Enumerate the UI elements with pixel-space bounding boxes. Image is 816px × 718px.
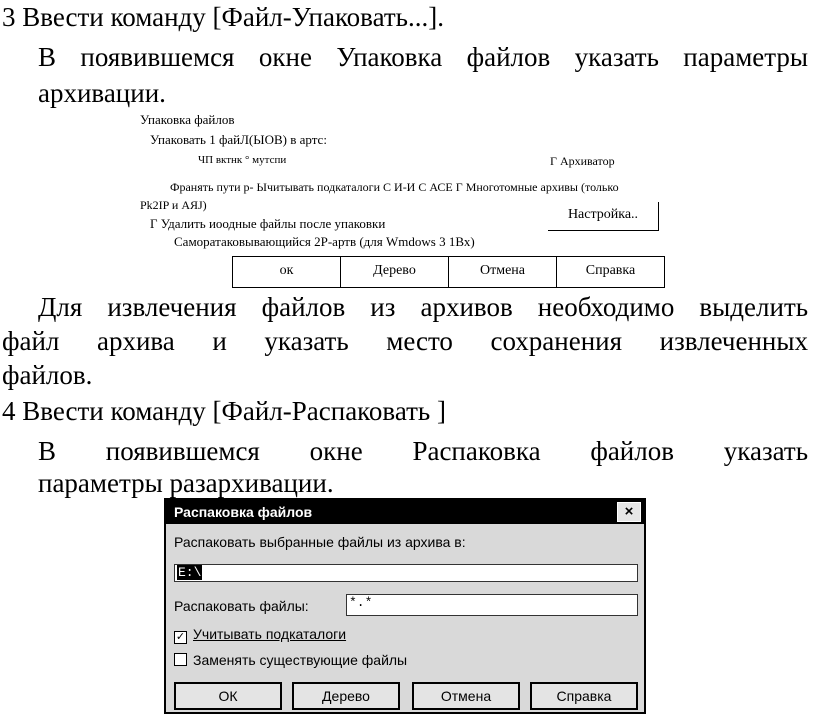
- pack-tree-button: Дерево: [341, 257, 449, 287]
- word: из: [370, 292, 396, 322]
- options-line2: Pk2IP и АЯJ): [140, 198, 207, 212]
- unpack-dialog-titlebar[interactable]: [166, 500, 644, 524]
- extract-path-value: E:\: [178, 565, 202, 580]
- files-mask-input[interactable]: [346, 594, 638, 616]
- word: указать: [574, 42, 659, 72]
- pack-ok-button: ок: [233, 257, 341, 287]
- pack-help-button: Справка: [557, 257, 665, 287]
- checkbox-replace[interactable]: [174, 652, 407, 668]
- word: файлов: [261, 292, 346, 322]
- word: и: [212, 326, 227, 356]
- archive-name: ЧП вктнк ° мутспи: [198, 154, 287, 166]
- word: окне: [309, 436, 363, 466]
- checkbox-replace-label: Заменять существующие файлы: [193, 652, 408, 668]
- pack-cancel-button: Отмена: [449, 257, 557, 287]
- extract-path-input[interactable]: [174, 564, 638, 582]
- delete-option: Г Удалить иоодные файлы после упаковки: [150, 216, 386, 231]
- word: место: [386, 326, 453, 356]
- unpack-dialog-title: Распаковка файлов: [174, 504, 313, 520]
- para3-line1: [38, 434, 808, 468]
- setup-button: Настройка..: [548, 202, 659, 231]
- para2-line3: файлов.: [2, 360, 93, 390]
- step3-text: 3 Ввести команду [Файл-Упаковать...].: [2, 2, 444, 32]
- extract-label: Распаковать выбранные файлы из архива в:: [174, 534, 466, 550]
- archiver-option: Г Архиватор: [550, 154, 615, 168]
- word: архивов: [420, 292, 513, 322]
- word: В: [38, 436, 57, 466]
- word: Распаковка: [412, 436, 541, 466]
- close-icon[interactable]: ×: [617, 502, 641, 522]
- para3-line2: параметры разархивации.: [38, 468, 334, 498]
- tree-button[interactable]: Дерево: [292, 682, 400, 710]
- para1-line2: архивации.: [38, 78, 166, 108]
- ok-button[interactable]: ОК: [174, 682, 282, 710]
- unpack-dialog: [164, 498, 646, 714]
- word: указать: [264, 326, 349, 356]
- word: извлечения: [107, 292, 237, 322]
- word: файлов: [466, 42, 551, 72]
- word: параметры: [683, 42, 809, 72]
- word: архива: [96, 326, 175, 356]
- files-label: Распаковать файлы:: [174, 598, 309, 614]
- word: указать: [723, 436, 809, 466]
- cancel-button[interactable]: Отмена: [412, 682, 520, 710]
- pack-dialog-title: Упаковка файлов: [140, 112, 235, 127]
- word: В: [38, 42, 57, 72]
- word: Для: [38, 292, 83, 322]
- word: окне: [258, 42, 312, 72]
- word: появившемся: [105, 436, 260, 466]
- pack-label: Упаковать 1 файЛ(ЫОВ) в артс:: [150, 132, 327, 147]
- word: файлов: [590, 436, 674, 466]
- word: появившемся: [80, 42, 235, 72]
- checkbox-subdirs-label: Учитывать подкаталоги: [193, 626, 347, 642]
- sfx-option: Самоpатаковывающийся 2Р-артв (для Wmdows 3 1Вх): [174, 234, 475, 249]
- word: Упаковка: [336, 42, 443, 72]
- pack-dialog-figure: [138, 110, 668, 290]
- word: файл: [2, 326, 60, 356]
- para1-line1: [38, 40, 808, 74]
- files-mask-value: *.*: [349, 595, 373, 610]
- step4-text: 4 Ввести команду [Файл-Распаковать ]: [2, 396, 446, 426]
- checkbox-subdirs[interactable]: [174, 626, 346, 644]
- pack-button-row: [232, 256, 665, 288]
- checkbox-checked-icon: ✓: [175, 631, 186, 643]
- options-line: Франять пути р- Ычитывать подкаталоги С И-И С АСЕ Г Многотомные архивы (только: [170, 180, 619, 194]
- para2-line2: [2, 324, 808, 358]
- word: необходимо: [537, 292, 675, 322]
- word: извлеченных: [659, 326, 809, 356]
- word: выделить: [699, 292, 809, 322]
- checkbox-unchecked-icon: [174, 653, 187, 666]
- para2-line1: [38, 290, 808, 324]
- help-button[interactable]: Справка: [530, 682, 638, 710]
- word: сохранения: [490, 326, 623, 356]
